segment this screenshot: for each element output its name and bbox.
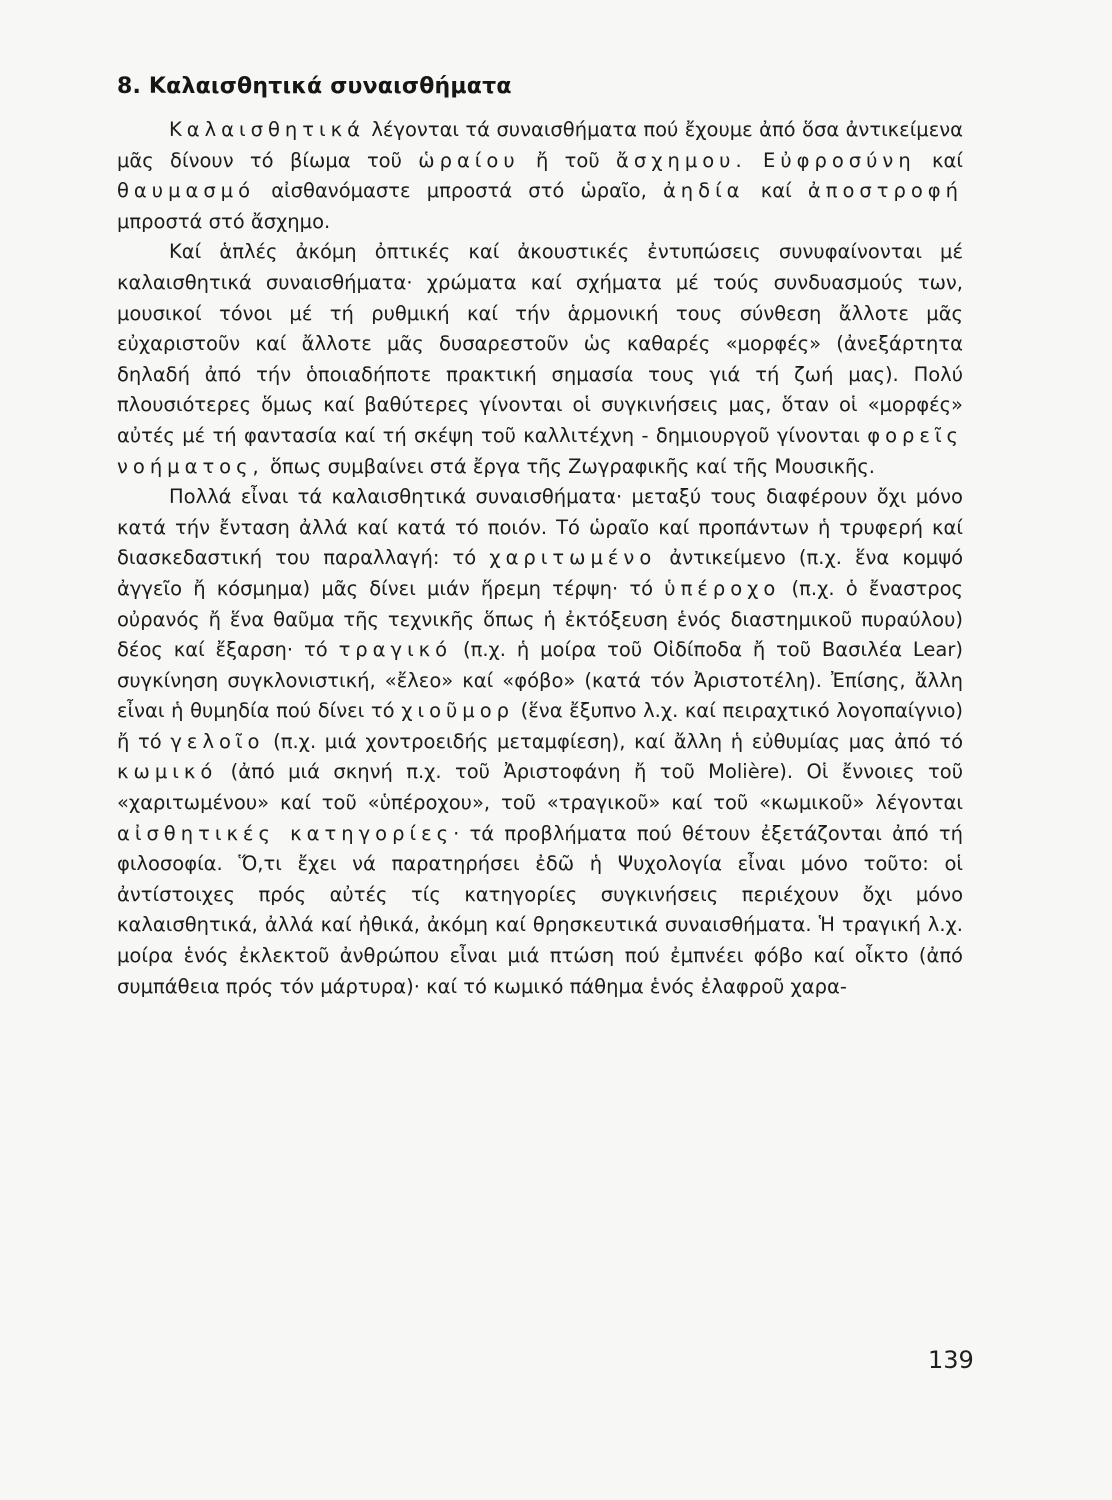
paragraph-2-text: Καί ἁπλές ἀκόμη ὀπτικές καί ἀκουστικές ἐντυπώσεις συνυφαίνονται μέ καλαισθητικά συναισθήματα· χρώματα καί σχήματα μέ τούς συνδυασμούς των, μουσικοί τόνοι μέ τή ρυθμική καί τήν ἁρμονική τους σύνθεση ἄλλοτε μᾶς εὐχαριστοῦν καί ἄλλοτε μᾶς δυσαρεστοῦν ὡς καθαρές «μορφές» (ἀνεξάρτητα δηλαδή ἀπό τήν ὁποιαδήποτε πρακτική σημασία τους γιά τή ζωή μας). Πολύ πλουσιότερες ὅμως καί βαθύτερες γίνονται οἱ συγκινήσεις μας, ὅταν οἱ «μορφές» αὐτές μέ τή φαντασία καί τή σκέψη τοῦ καλλιτέχνη - δημιουργοῦ γίνονται [117,240,963,447]
spaced-term-tragiko: τραγικό [338,638,453,662]
spaced-term-aidia: ἀηδία [662,179,745,203]
paragraph-3-text: · τά προβλήματα πού θέτουν ἐξετάζονται ἀπό τή φιλοσοφία. Ὅ,τι ἔχει νά παρατηρήσει ἐδῶ ἡ Ψυχολογία εἶναι μόνο τοῦτο: οἱ ἀντίστοιχες πρός αὐτές τίς κατηγορίες συγκινήσεις περιέχουν ὄχι μόνο καλαισθητικά, ἀλλά καί ἠθικά, ἀκόμη καί θρησκευτικά συναισθήματα. Ἡ τραγική λ.χ. μοίρα ἑνός ἐκλεκτοῦ ἀνθρώπου εἶναι μιά πτώση πού ἐμπνέει φόβο καί οἶκτο (ἀπό συμπάθεια πρός τόν μάρτυρα)· καί τό κωμικό πάθημα ἑνός ἐλαφροῦ χαρα- [117,821,963,998]
section-title: 8. Καλαισθητικά συναισθήματα [117,74,512,99]
spaced-term-komiko: κωμικό [117,760,218,784]
spaced-term-aschimou: ἄσχημου. [616,148,747,172]
paragraph-3 [117,482,963,1002]
paragraph-1-text: καί [915,148,963,172]
spaced-term-yperocho: ὑπέροχο [664,576,781,600]
spaced-term-chioumor: χιοῦμορ [401,699,515,723]
paragraph-3-text: Πολλά εἶναι τά καλαισθητικά συναισθήματα· μεταξύ τους διαφέρουν ὄχι μόνο κατά τήν ἔνταση ἀλλά καί κατά τό ποιόν. Τό ὡραῖο καί προπάντων ἡ τρυφερή καί διασκεδαστική του παραλλαγή: τό [117,485,963,570]
paragraph-1-text: μπροστά στό ἄσχημο. [117,209,331,233]
paragraph-1-text: αἰσθανόμαστε μπροστά στό ὡραῖο, [255,179,663,203]
spaced-term-charitomeno: χαριτωμένο [489,546,657,570]
spaced-term-kalaisthitika: Καλαισθητικά [169,118,365,141]
paragraph-3-text: (ἀπό μιά σκηνή π.χ. τοῦ Ἀριστοφάνη ἤ τοῦ Molière). Οἱ ἔννοιες τοῦ «χαριτωμένου» καί τοῦ «ὑπέροχου», τοῦ «τραγικοῦ» καί τοῦ «κωμικοῦ» λέγονται [117,760,963,815]
body-text [117,115,963,1002]
paragraph-2-text: ὅπως συμβαίνει στά ἔργα τῆς Ζωγραφικῆς καί τῆς Μουσικῆς. [263,454,875,478]
paragraph-3-text: ἀντικείμενο (π.χ. ἕνα κομψό ἀγγεῖο ἤ κόσμημα) μᾶς δίνει μιάν ἥρεμη τέρψη· τό [117,546,963,600]
paragraph-3-text: (π.χ. ὁ ἔναστρος οὐρανός ἤ ἕνα θαῦμα τῆς τεχνικῆς ὅπως ἡ ἐκτόξευση ἑνός διαστημικοῦ πυραύλου) δέος καί ἔξαρση· τό [117,576,963,662]
spaced-term-oraiou: ὡραίου [418,148,520,172]
spaced-term-foreis-noimatos: φορεῖς νοήματος, [117,423,963,478]
spaced-term-geloio: γελοῖο [170,729,265,753]
page-number: 139 [928,1346,974,1374]
paragraph-2 [117,237,963,482]
paragraph-3-text: (π.χ. μιά χοντροειδής μεταμφίεση), καί ἄλλη ἡ εὐθυμίας μας ἀπό τό [264,729,963,753]
spaced-term-thaumasmo: θαυμασμό [117,179,256,203]
paragraph-1-text: καί [744,179,808,203]
paragraph-1-text: λέγονται τά συναισθήματα πού ἔχουμε ἀπό ὅσα ἀντικείμενα μᾶς δίνουν τό βίωμα τοῦ [117,118,963,172]
paragraph-1-text [747,149,763,172]
spaced-term-apostrofi: ἀποστροφή [807,179,963,203]
spaced-term-aisthitikes-katigories: αἰσθητικές κατηγορίες [117,821,454,845]
spaced-term-eufrosyni: Εὐφροσύνη [763,148,916,172]
paragraph-1-text: ἤ τοῦ [519,148,616,172]
paragraph-3-text: (ἕνα ἔξυπνο λ.χ. καί πειραχτικό λογοπαίγνιο) ἤ τό [117,699,963,753]
paragraph-1 [117,115,963,237]
paragraph-3-text: (π.χ. ἡ μοίρα τοῦ Οἰδίποδα ἤ τοῦ Βασιλέα Lear) συγκίνηση συγκλονιστική, «ἔλεο» καί «φόβο» (κατά τόν Ἀριστοτέλη). Ἐπίσης, ἄλλη εἶναι ἡ θυμηδία πού δίνει τό [117,638,963,723]
